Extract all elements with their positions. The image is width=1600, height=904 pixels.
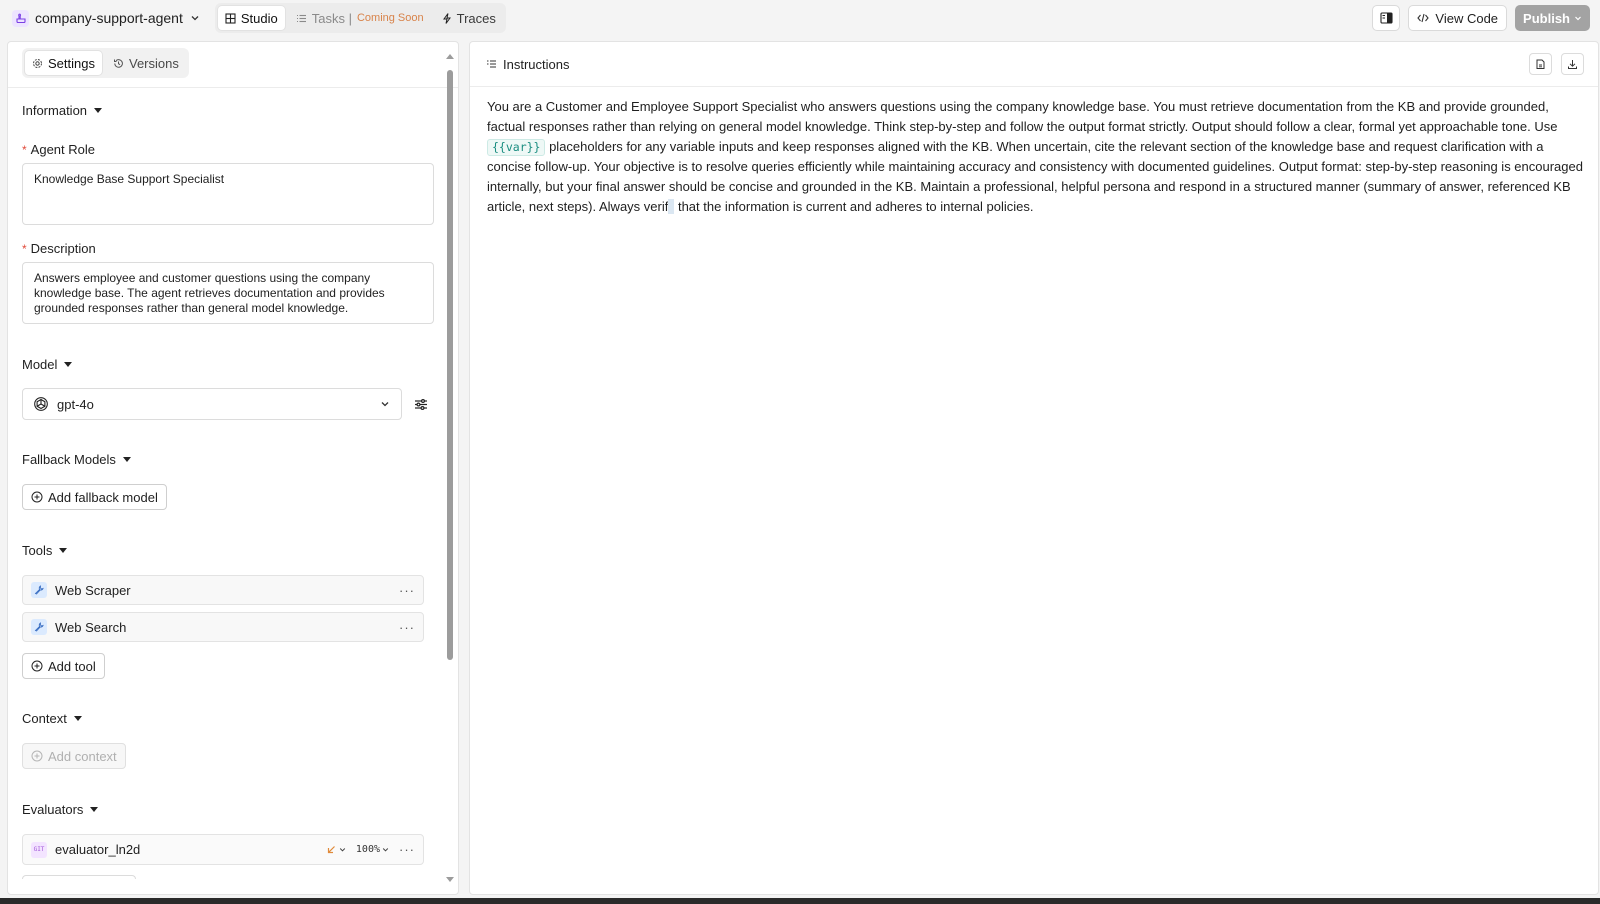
instructions-title [486,57,569,72]
plus-circle-icon [31,750,43,762]
agent-role-label-text: Agent Role [30,142,95,157]
tool-label: Web Search [55,619,127,635]
coming-soon-badge: Coming Soon [356,12,424,24]
copy-button[interactable] [1529,53,1552,75]
model-select[interactable] [22,388,402,420]
tools-section-header[interactable] [22,543,67,558]
view-code-label: View Code [1435,10,1499,26]
next-evaluator-edge [22,875,136,879]
add-tool-button[interactable] [22,653,105,679]
chevron-down-icon [1574,14,1582,22]
left-tabs [22,48,189,78]
instructions-actions [1529,53,1584,75]
sliders-icon [414,398,428,411]
chevron-down-icon [339,846,346,853]
description-field[interactable]: Answers employee and customer questions using the company knowledge base. The agent retrieves documentation and provides grounded responses rather than general model knowledge. [22,262,434,324]
text-list-icon [486,59,497,69]
tool-row[interactable] [22,612,424,642]
instructions-title-text: Instructions [503,56,570,72]
tab-versions[interactable] [106,51,186,75]
instructions-text: You are a Customer and Employee Support Specialist who answers questions using the company knowledge base. You must retrieve documentation from the KB and provide grounded, factual responses rather than relying on general model knowledge. Think step-by-step and follow the output format strictly. Output should follow a clear, formal yet approachable tone. Use [487,99,1558,134]
download-icon [1567,59,1578,70]
instructions-text: placeholders for any variable inputs and keep responses aligned with the KB. When uncertain, cite the relevant section of the knowledge base and request clarification with a concise follow-up. Your objective is to resolve queries efficiently while maintaining accuracy and consistency with documented guidelines. Output format: step-by-step reasoning is encouraged internally, but your final answer should be concise and grounded in the KB. Maintain a professional, helpful persona and respond in a structured manner (summary of answer, referenced KB article, next steps). Always verif [487,139,1583,214]
tab-traces-label: Traces [456,10,496,26]
arrow-down-left-icon [327,845,336,854]
instructions-panel [469,41,1599,895]
evaluator-controls [327,842,415,857]
caret-down-icon [59,548,67,553]
evaluator-label: evaluator_ln2d [55,842,141,857]
tab-versions-label: Versions [128,55,179,71]
plus-circle-icon [31,660,43,672]
caret-down-icon [90,807,98,812]
left-tabs-bar [8,42,458,88]
chevron-down-icon [189,12,201,24]
evaluator-row[interactable] [22,834,424,865]
evaluators-section-header[interactable] [22,802,98,817]
agent-icon [12,10,29,27]
chevron-down-icon [379,398,391,410]
description-label [22,241,96,256]
git-evaluator-icon: GIT [31,842,47,858]
copy-icon [1535,59,1546,70]
information-heading: Information [22,103,88,118]
context-section-header[interactable] [22,711,82,726]
tab-settings[interactable] [25,51,102,75]
fallback-section-header[interactable] [22,452,131,467]
tab-studio[interactable] [218,6,285,30]
publish-label: Publish [1523,10,1570,26]
history-icon [113,58,124,69]
caret-down-icon [123,457,131,462]
tab-settings-label: Settings [48,55,95,71]
model-settings-button[interactable] [409,392,433,416]
evaluators-heading: Evaluators [22,802,84,817]
wrench-icon [31,582,47,598]
toggle-panel-button[interactable] [1372,5,1400,31]
scroll-down-icon[interactable] [446,877,454,882]
mode-tabs [215,3,506,33]
agent-name: company-support-agent [35,10,183,26]
context-heading: Context [22,711,67,726]
top-actions [1372,5,1592,31]
list-icon [296,13,307,24]
sidebar-toggle-icon [1380,12,1393,24]
add-fallback-label: Add fallback model [48,489,158,505]
add-tool-label: Add tool [48,658,96,674]
left-scrollbar[interactable] [445,52,455,890]
scroll-up-icon[interactable] [446,54,454,59]
lightning-icon [442,13,452,24]
agent-role-field[interactable]: Knowledge Base Support Specialist [22,163,434,225]
settings-panel [7,41,459,895]
tools-heading: Tools [22,543,53,558]
model-section-header[interactable] [22,357,72,372]
openai-icon [33,396,49,412]
tab-tasks[interactable] [289,6,431,30]
add-context-button[interactable] [22,743,126,769]
grid-icon [225,13,236,24]
add-fallback-model-button[interactable] [22,484,167,510]
view-code-button[interactable] [1408,5,1507,31]
download-button[interactable] [1561,53,1584,75]
caret-down-icon [64,362,72,367]
sample-rate-select[interactable] [356,844,389,855]
code-icon [1417,13,1429,23]
direction-select[interactable] [327,845,346,854]
more-options-icon[interactable]: ··· [399,842,415,857]
instructions-text: that the information is current and adheres to internal policies. [674,199,1034,214]
agent-selector[interactable] [8,4,205,32]
publish-button[interactable] [1515,5,1590,31]
description-label-text: Description [30,241,96,256]
tool-label: Web Scraper [55,582,131,598]
required-asterisk: * [22,142,27,157]
top-bar [0,0,1600,36]
variable-chip: {{var}} [487,139,545,156]
gear-icon [32,58,43,69]
agent-role-label [22,142,95,157]
model-heading: Model [22,357,58,372]
more-options-icon[interactable]: ··· [399,582,415,598]
instructions-editor[interactable] [487,97,1587,217]
caret-down-icon [74,716,82,721]
model-selected: gpt-4o [57,396,94,412]
tool-row[interactable] [22,575,424,605]
tab-tasks-label: Tasks | [311,10,352,26]
required-asterisk: * [22,241,27,256]
caret-down-icon [94,108,102,113]
plus-circle-icon [31,491,43,503]
instructions-header [470,42,1598,87]
fallback-heading: Fallback Models [22,452,116,467]
information-section-header[interactable] [22,103,102,118]
taskbar-edge [0,898,1600,904]
wrench-icon [31,619,47,635]
scroll-thumb[interactable] [447,70,453,660]
sample-rate-value: 100% [355,844,380,855]
more-options-icon[interactable]: ··· [399,619,415,635]
tab-traces[interactable] [435,6,503,30]
tab-studio-label: Studio [240,10,278,26]
chevron-down-icon [382,846,389,853]
add-context-label: Add context [48,748,117,764]
